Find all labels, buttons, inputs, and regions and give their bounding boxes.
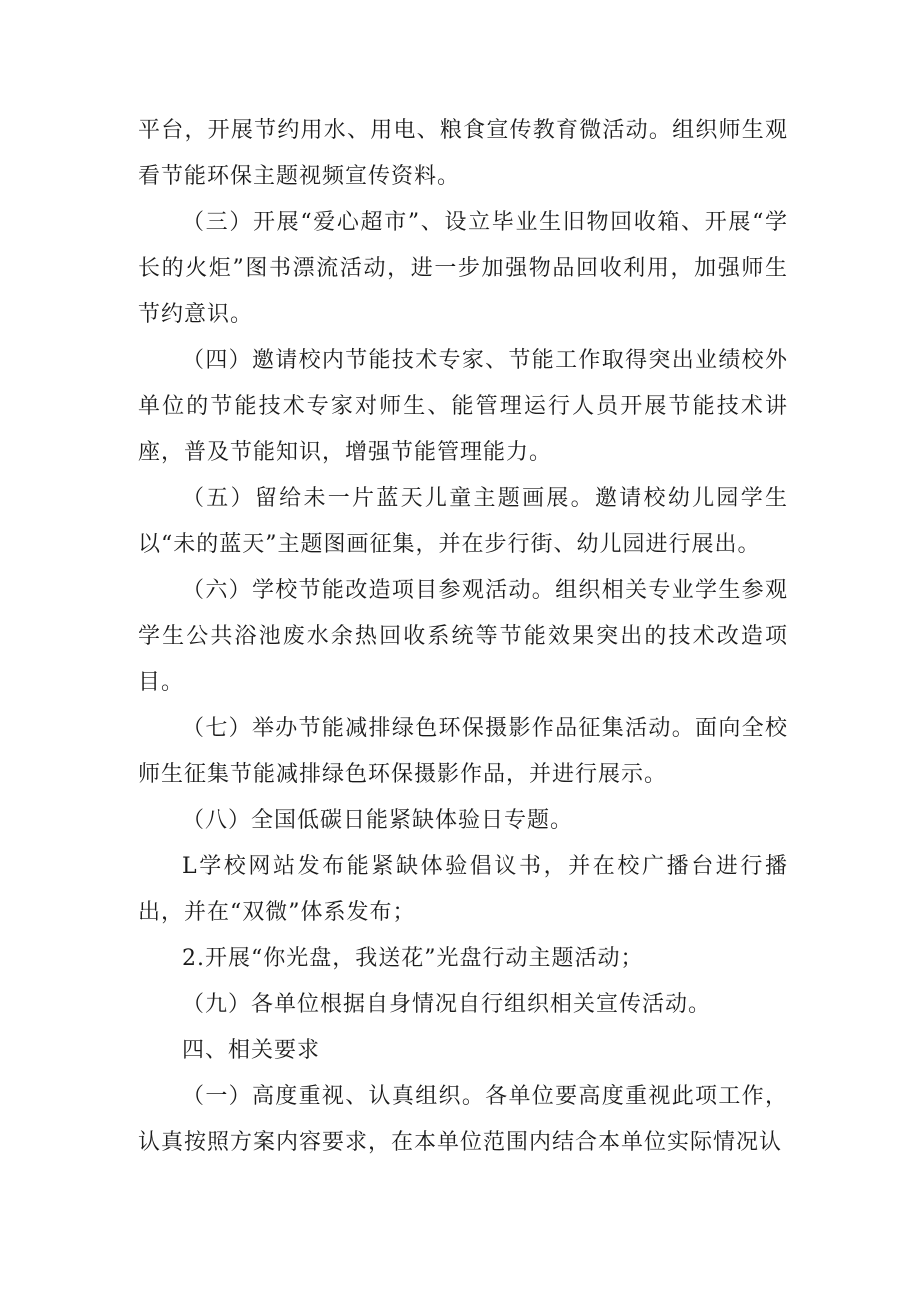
paragraph-9: 2.开展“你光盘，我送花”光盘行动主题活动； — [182, 946, 644, 971]
paragraph-1: 平台，开展节约用水、用电、粮食宣传教育微活动。组织师生观看节能环保主题视频宣传资料。 — [138, 118, 788, 189]
paragraph-12: （一）高度重视、认真组织。各单位要高度重视此项工作，认真按照方案内容要求，在本单位范围内结合本单位实际情况认 — [138, 1084, 788, 1155]
paragraph-10: （九）各单位根据自身情况自行组织相关宣传活动。 — [182, 992, 712, 1017]
document-body — [138, 108, 788, 1166]
paragraph-8: L学校网站发布能紧缺体验倡议书，并在校广播台进行播出，并在“双微”体系发布； — [138, 854, 788, 925]
paragraph-4: （五）留给未一片蓝天儿童主题画展。邀请校幼儿园学生以“未的蓝天”主题图画征集，并在步行街、幼儿园进行展出。 — [138, 486, 788, 557]
section-heading: 四、相关要求 — [182, 1038, 321, 1063]
paragraph-6: （七）举办节能减排绿色环保摄影作品征集活动。面向全校师生征集节能减排绿色环保摄影作品，并进行展示。 — [138, 716, 788, 787]
paragraph-5: （六）学校节能改造项目参观活动。组织相关专业学生参观学生公共浴池废水余热回收系统等节能效果突出的技术改造项目。 — [138, 578, 788, 695]
paragraph-3: （四）邀请校内节能技术专家、节能工作取得突出业绩校外单位的节能技术专家对师生、能管理运行人员开展节能技术讲座，普及节能知识，增强节能管理能力。 — [138, 348, 788, 465]
paragraph-2: （三）开展“爱心超市”、设立毕业生旧物回收箱、开展“学长的火炬”图书漂流活动，进一步加强物品回收利用，加强师生节约意识。 — [138, 210, 788, 327]
paragraph-7: （八）全国低碳日能紧缺体验日专题。 — [182, 808, 574, 833]
